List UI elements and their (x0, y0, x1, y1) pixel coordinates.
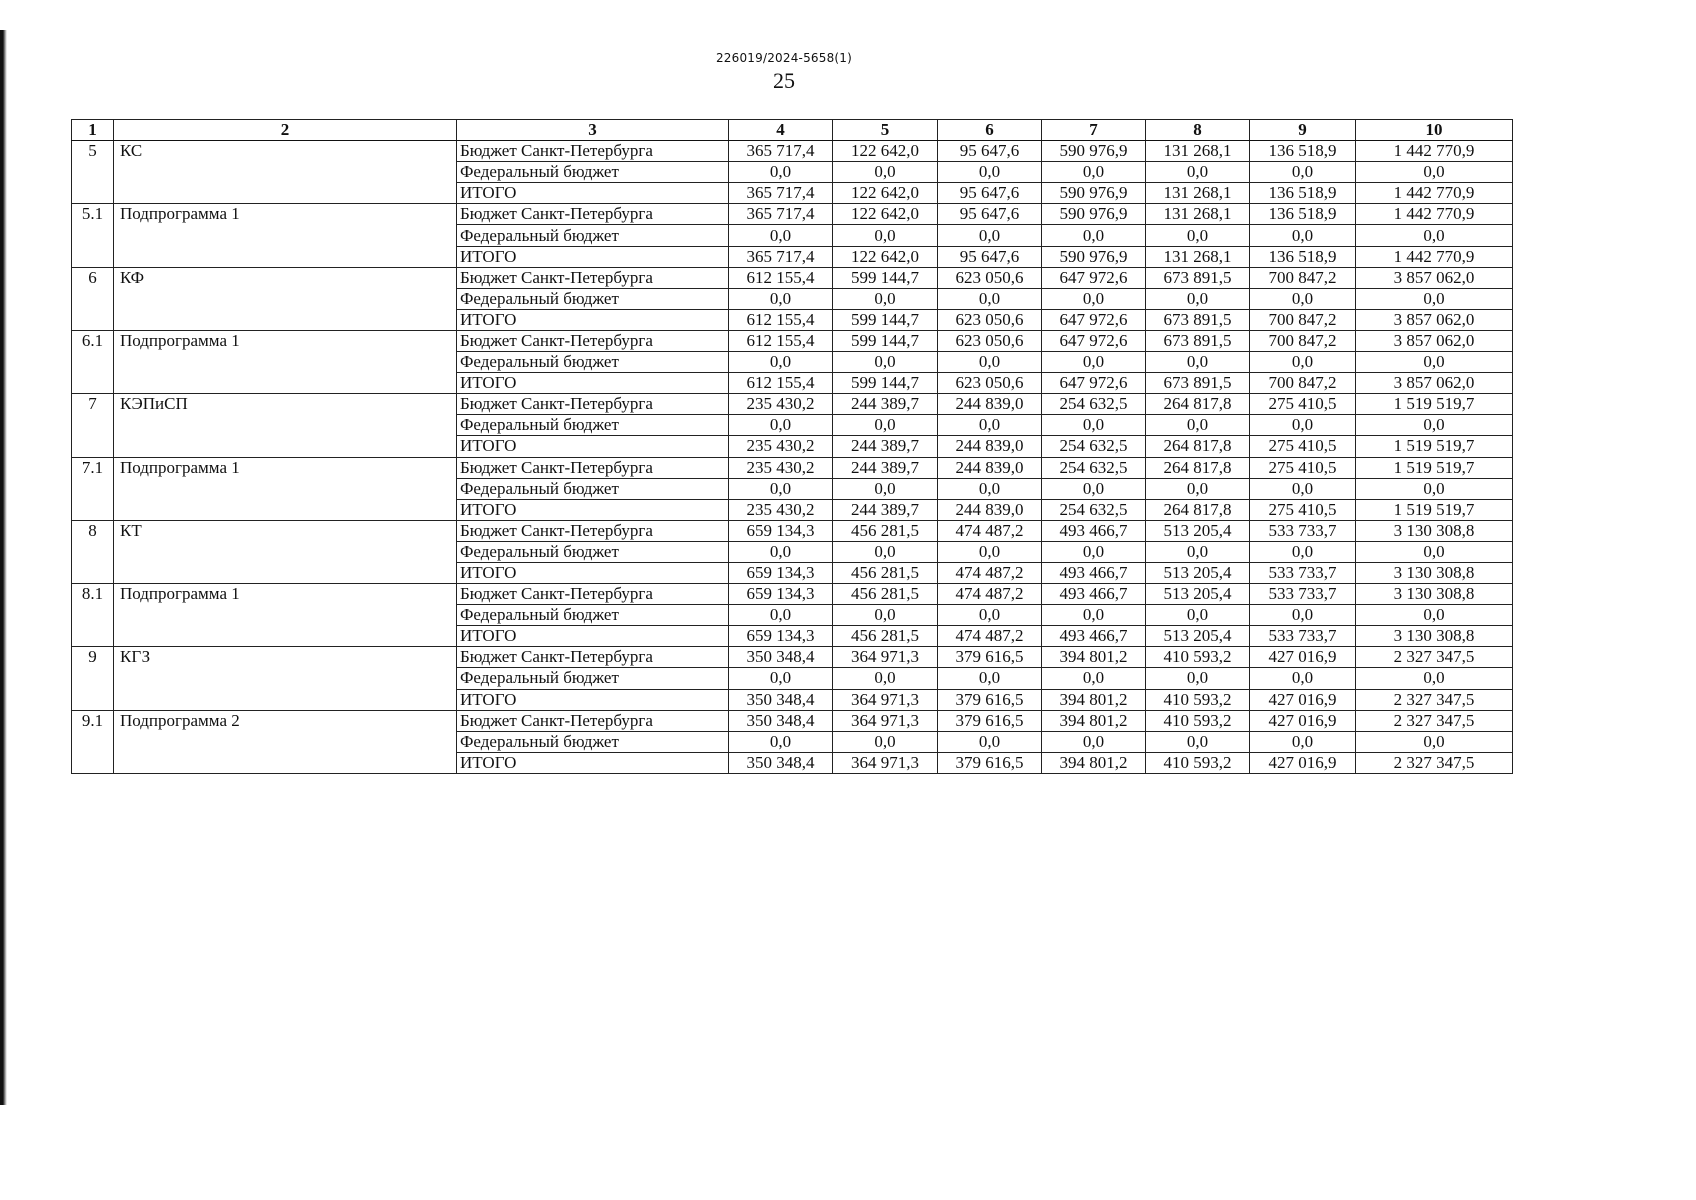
total-value-cell: 3 857 062,0 (1356, 373, 1513, 394)
funding-source: ИТОГО (457, 499, 729, 520)
value-cell: 244 389,7 (833, 457, 938, 478)
column-header: 6 (938, 120, 1042, 141)
value-cell: 131 268,1 (1146, 183, 1250, 204)
value-cell: 0,0 (729, 541, 833, 562)
total-value-cell: 0,0 (1356, 731, 1513, 752)
value-cell: 0,0 (833, 731, 938, 752)
funding-source: Федеральный бюджет (457, 352, 729, 373)
value-cell: 0,0 (1146, 668, 1250, 689)
value-cell: 673 891,5 (1146, 309, 1250, 330)
executor-name: КФ (114, 267, 457, 330)
value-cell: 0,0 (1146, 352, 1250, 373)
page-number: 25 (773, 68, 795, 93)
value-cell: 0,0 (1042, 352, 1146, 373)
value-cell: 0,0 (729, 731, 833, 752)
value-cell: 513 205,4 (1146, 520, 1250, 541)
total-value-cell: 3 130 308,8 (1356, 626, 1513, 647)
value-cell: 0,0 (938, 731, 1042, 752)
row-number: 9 (72, 647, 114, 710)
value-cell: 136 518,9 (1250, 141, 1356, 162)
value-cell: 275 410,5 (1250, 457, 1356, 478)
value-cell: 427 016,9 (1250, 647, 1356, 668)
executor-name: Подпрограмма 1 (114, 204, 457, 267)
column-header: 2 (114, 120, 457, 141)
value-cell: 365 717,4 (729, 141, 833, 162)
total-value-cell: 1 442 770,9 (1356, 246, 1513, 267)
funding-source: Федеральный бюджет (457, 478, 729, 499)
value-cell: 612 155,4 (729, 309, 833, 330)
value-cell: 0,0 (1250, 352, 1356, 373)
value-cell: 275 410,5 (1250, 394, 1356, 415)
value-cell: 0,0 (938, 415, 1042, 436)
value-cell: 647 972,6 (1042, 267, 1146, 288)
table-row (72, 647, 1513, 668)
row-number: 7 (72, 394, 114, 457)
executor-name: Подпрограмма 1 (114, 584, 457, 647)
value-cell: 0,0 (833, 352, 938, 373)
funding-source: Федеральный бюджет (457, 162, 729, 183)
executor-name: КТ (114, 520, 457, 583)
funding-source: Бюджет Санкт-Петербурга (457, 330, 729, 351)
value-cell: 427 016,9 (1250, 689, 1356, 710)
value-cell: 394 801,2 (1042, 710, 1146, 731)
value-cell: 254 632,5 (1042, 499, 1146, 520)
table-row (72, 584, 1513, 605)
value-cell: 474 487,2 (938, 584, 1042, 605)
value-cell: 700 847,2 (1250, 373, 1356, 394)
value-cell: 0,0 (729, 668, 833, 689)
value-cell: 623 050,6 (938, 309, 1042, 330)
total-value-cell: 0,0 (1356, 668, 1513, 689)
funding-source: Бюджет Санкт-Петербурга (457, 394, 729, 415)
value-cell: 0,0 (1250, 478, 1356, 499)
funding-source: ИТОГО (457, 562, 729, 583)
executor-name: Подпрограмма 1 (114, 457, 457, 520)
value-cell: 275 410,5 (1250, 436, 1356, 457)
row-number: 8.1 (72, 584, 114, 647)
total-value-cell: 1 442 770,9 (1356, 183, 1513, 204)
value-cell: 0,0 (729, 225, 833, 246)
value-cell: 700 847,2 (1250, 267, 1356, 288)
value-cell: 0,0 (833, 288, 938, 309)
value-cell: 0,0 (1146, 162, 1250, 183)
value-cell: 0,0 (1042, 288, 1146, 309)
value-cell: 0,0 (938, 668, 1042, 689)
value-cell: 364 971,3 (833, 647, 938, 668)
funding-source: ИТОГО (457, 309, 729, 330)
funding-source: Бюджет Санкт-Петербурга (457, 520, 729, 541)
table-row (72, 204, 1513, 225)
value-cell: 0,0 (729, 162, 833, 183)
value-cell: 474 487,2 (938, 520, 1042, 541)
value-cell: 612 155,4 (729, 373, 833, 394)
value-cell: 131 268,1 (1146, 246, 1250, 267)
row-number: 9.1 (72, 710, 114, 773)
funding-source: Бюджет Санкт-Петербурга (457, 204, 729, 225)
value-cell: 95 647,6 (938, 246, 1042, 267)
value-cell: 0,0 (1042, 162, 1146, 183)
total-value-cell: 3 130 308,8 (1356, 584, 1513, 605)
value-cell: 244 839,0 (938, 436, 1042, 457)
value-cell: 0,0 (1250, 668, 1356, 689)
total-value-cell: 0,0 (1356, 288, 1513, 309)
value-cell: 0,0 (938, 605, 1042, 626)
total-value-cell: 3 130 308,8 (1356, 562, 1513, 583)
value-cell: 513 205,4 (1146, 626, 1250, 647)
value-cell: 410 593,2 (1146, 689, 1250, 710)
column-header: 9 (1250, 120, 1356, 141)
budget-table (71, 119, 1513, 774)
funding-source: Бюджет Санкт-Петербурга (457, 267, 729, 288)
value-cell: 95 647,6 (938, 204, 1042, 225)
value-cell: 623 050,6 (938, 373, 1042, 394)
funding-source: ИТОГО (457, 626, 729, 647)
value-cell: 350 348,4 (729, 752, 833, 773)
value-cell: 136 518,9 (1250, 246, 1356, 267)
value-cell: 394 801,2 (1042, 752, 1146, 773)
column-header: 8 (1146, 120, 1250, 141)
value-cell: 623 050,6 (938, 330, 1042, 351)
value-cell: 647 972,6 (1042, 309, 1146, 330)
funding-source: Федеральный бюджет (457, 415, 729, 436)
total-value-cell: 3 857 062,0 (1356, 267, 1513, 288)
table-row (72, 141, 1513, 162)
value-cell: 0,0 (938, 162, 1042, 183)
funding-source: Бюджет Санкт-Петербурга (457, 647, 729, 668)
value-cell: 264 817,8 (1146, 436, 1250, 457)
value-cell: 350 348,4 (729, 710, 833, 731)
value-cell: 350 348,4 (729, 689, 833, 710)
value-cell: 364 971,3 (833, 710, 938, 731)
row-number: 7.1 (72, 457, 114, 520)
table-row (72, 520, 1513, 541)
total-value-cell: 2 327 347,5 (1356, 710, 1513, 731)
value-cell: 254 632,5 (1042, 394, 1146, 415)
value-cell: 533 733,7 (1250, 562, 1356, 583)
table-row (72, 710, 1513, 731)
funding-source: ИТОГО (457, 689, 729, 710)
value-cell: 0,0 (1250, 605, 1356, 626)
value-cell: 0,0 (1042, 478, 1146, 499)
funding-source: Федеральный бюджет (457, 731, 729, 752)
value-cell: 647 972,6 (1042, 330, 1146, 351)
table-row (72, 267, 1513, 288)
value-cell: 0,0 (833, 225, 938, 246)
total-value-cell: 1 519 519,7 (1356, 436, 1513, 457)
total-value-cell: 1 442 770,9 (1356, 204, 1513, 225)
value-cell: 264 817,8 (1146, 499, 1250, 520)
value-cell: 612 155,4 (729, 267, 833, 288)
executor-name: Подпрограмма 1 (114, 330, 457, 393)
value-cell: 673 891,5 (1146, 373, 1250, 394)
executor-name: Подпрограмма 2 (114, 710, 457, 773)
value-cell: 533 733,7 (1250, 584, 1356, 605)
total-value-cell: 0,0 (1356, 541, 1513, 562)
value-cell: 474 487,2 (938, 562, 1042, 583)
value-cell: 493 466,7 (1042, 562, 1146, 583)
value-cell: 410 593,2 (1146, 710, 1250, 731)
budget-table-body (72, 141, 1513, 774)
value-cell: 659 134,3 (729, 562, 833, 583)
value-cell: 427 016,9 (1250, 752, 1356, 773)
value-cell: 456 281,5 (833, 562, 938, 583)
funding-source: Бюджет Санкт-Петербурга (457, 141, 729, 162)
value-cell: 0,0 (938, 352, 1042, 373)
value-cell: 95 647,6 (938, 183, 1042, 204)
column-header: 1 (72, 120, 114, 141)
funding-source: Бюджет Санкт-Петербурга (457, 710, 729, 731)
row-number: 6 (72, 267, 114, 330)
value-cell: 599 144,7 (833, 330, 938, 351)
value-cell: 0,0 (1250, 288, 1356, 309)
value-cell: 493 466,7 (1042, 584, 1146, 605)
value-cell: 0,0 (833, 668, 938, 689)
funding-source: Федеральный бюджет (457, 225, 729, 246)
column-header: 7 (1042, 120, 1146, 141)
value-cell: 0,0 (833, 605, 938, 626)
value-cell: 0,0 (833, 541, 938, 562)
value-cell: 700 847,2 (1250, 330, 1356, 351)
value-cell: 131 268,1 (1146, 204, 1250, 225)
value-cell: 533 733,7 (1250, 626, 1356, 647)
value-cell: 659 134,3 (729, 626, 833, 647)
value-cell: 235 430,2 (729, 436, 833, 457)
row-number: 8 (72, 520, 114, 583)
value-cell: 590 976,9 (1042, 204, 1146, 225)
value-cell: 513 205,4 (1146, 584, 1250, 605)
value-cell: 379 616,5 (938, 710, 1042, 731)
value-cell: 410 593,2 (1146, 752, 1250, 773)
funding-source: Федеральный бюджет (457, 288, 729, 309)
scan-edge-shadow (0, 30, 7, 1105)
total-value-cell: 2 327 347,5 (1356, 647, 1513, 668)
executor-name: КЭПиСП (114, 394, 457, 457)
value-cell: 599 144,7 (833, 373, 938, 394)
value-cell: 364 971,3 (833, 689, 938, 710)
value-cell: 0,0 (833, 162, 938, 183)
value-cell: 0,0 (938, 541, 1042, 562)
value-cell: 427 016,9 (1250, 710, 1356, 731)
table-row (72, 457, 1513, 478)
value-cell: 365 717,4 (729, 204, 833, 225)
value-cell: 0,0 (1250, 731, 1356, 752)
value-cell: 235 430,2 (729, 394, 833, 415)
value-cell: 379 616,5 (938, 647, 1042, 668)
value-cell: 673 891,5 (1146, 267, 1250, 288)
value-cell: 0,0 (1042, 668, 1146, 689)
table-row (72, 330, 1513, 351)
value-cell: 254 632,5 (1042, 436, 1146, 457)
value-cell: 379 616,5 (938, 752, 1042, 773)
value-cell: 0,0 (1146, 541, 1250, 562)
funding-source: ИТОГО (457, 246, 729, 267)
value-cell: 244 389,7 (833, 394, 938, 415)
value-cell: 244 839,0 (938, 394, 1042, 415)
column-header: 3 (457, 120, 729, 141)
value-cell: 456 281,5 (833, 520, 938, 541)
value-cell: 264 817,8 (1146, 394, 1250, 415)
value-cell: 659 134,3 (729, 584, 833, 605)
total-value-cell: 0,0 (1356, 415, 1513, 436)
value-cell: 612 155,4 (729, 330, 833, 351)
value-cell: 122 642,0 (833, 141, 938, 162)
column-header: 10 (1356, 120, 1513, 141)
value-cell: 493 466,7 (1042, 626, 1146, 647)
value-cell: 599 144,7 (833, 267, 938, 288)
value-cell: 0,0 (1146, 415, 1250, 436)
value-cell: 0,0 (1042, 605, 1146, 626)
row-number: 5 (72, 141, 114, 204)
value-cell: 0,0 (1042, 225, 1146, 246)
table-row (72, 394, 1513, 415)
value-cell: 364 971,3 (833, 752, 938, 773)
funding-source: Бюджет Санкт-Петербурга (457, 457, 729, 478)
value-cell: 235 430,2 (729, 499, 833, 520)
funding-source: ИТОГО (457, 373, 729, 394)
funding-source: ИТОГО (457, 752, 729, 773)
funding-source: Федеральный бюджет (457, 668, 729, 689)
value-cell: 456 281,5 (833, 626, 938, 647)
document-id: 226019/2024-5658(1) (715, 51, 853, 65)
value-cell: 131 268,1 (1146, 141, 1250, 162)
value-cell: 122 642,0 (833, 204, 938, 225)
executor-name: КС (114, 141, 457, 204)
value-cell: 0,0 (1042, 731, 1146, 752)
value-cell: 122 642,0 (833, 246, 938, 267)
value-cell: 365 717,4 (729, 246, 833, 267)
value-cell: 379 616,5 (938, 689, 1042, 710)
value-cell: 244 389,7 (833, 499, 938, 520)
value-cell: 700 847,2 (1250, 309, 1356, 330)
total-value-cell: 0,0 (1356, 605, 1513, 626)
value-cell: 513 205,4 (1146, 562, 1250, 583)
value-cell: 0,0 (729, 352, 833, 373)
value-cell: 0,0 (938, 478, 1042, 499)
value-cell: 0,0 (729, 478, 833, 499)
total-value-cell: 0,0 (1356, 478, 1513, 499)
value-cell: 136 518,9 (1250, 204, 1356, 225)
total-value-cell: 0,0 (1356, 352, 1513, 373)
value-cell: 599 144,7 (833, 309, 938, 330)
total-value-cell: 0,0 (1356, 225, 1513, 246)
total-value-cell: 3 857 062,0 (1356, 309, 1513, 330)
funding-source: ИТОГО (457, 436, 729, 457)
funding-source: Федеральный бюджет (457, 541, 729, 562)
total-value-cell: 2 327 347,5 (1356, 689, 1513, 710)
funding-source: ИТОГО (457, 183, 729, 204)
value-cell: 394 801,2 (1042, 689, 1146, 710)
value-cell: 659 134,3 (729, 520, 833, 541)
value-cell: 533 733,7 (1250, 520, 1356, 541)
funding-source: Федеральный бюджет (457, 605, 729, 626)
value-cell: 0,0 (938, 225, 1042, 246)
value-cell: 122 642,0 (833, 183, 938, 204)
value-cell: 647 972,6 (1042, 373, 1146, 394)
value-cell: 0,0 (1042, 541, 1146, 562)
funding-source: Бюджет Санкт-Петербурга (457, 584, 729, 605)
value-cell: 350 348,4 (729, 647, 833, 668)
value-cell: 0,0 (729, 288, 833, 309)
value-cell: 590 976,9 (1042, 141, 1146, 162)
column-header-row (72, 120, 1513, 141)
value-cell: 0,0 (729, 415, 833, 436)
value-cell: 0,0 (1146, 288, 1250, 309)
total-value-cell: 3 130 308,8 (1356, 520, 1513, 541)
column-header: 4 (729, 120, 833, 141)
total-value-cell: 1 519 519,7 (1356, 394, 1513, 415)
value-cell: 264 817,8 (1146, 457, 1250, 478)
value-cell: 244 389,7 (833, 436, 938, 457)
value-cell: 0,0 (729, 605, 833, 626)
value-cell: 673 891,5 (1146, 330, 1250, 351)
value-cell: 0,0 (1146, 225, 1250, 246)
total-value-cell: 3 857 062,0 (1356, 330, 1513, 351)
value-cell: 254 632,5 (1042, 457, 1146, 478)
value-cell: 235 430,2 (729, 457, 833, 478)
value-cell: 590 976,9 (1042, 183, 1146, 204)
value-cell: 0,0 (1146, 478, 1250, 499)
column-header: 5 (833, 120, 938, 141)
value-cell: 0,0 (1146, 605, 1250, 626)
value-cell: 0,0 (1250, 225, 1356, 246)
value-cell: 365 717,4 (729, 183, 833, 204)
total-value-cell: 1 442 770,9 (1356, 141, 1513, 162)
value-cell: 410 593,2 (1146, 647, 1250, 668)
value-cell: 0,0 (1250, 541, 1356, 562)
value-cell: 136 518,9 (1250, 183, 1356, 204)
total-value-cell: 2 327 347,5 (1356, 752, 1513, 773)
value-cell: 0,0 (1250, 162, 1356, 183)
value-cell: 394 801,2 (1042, 647, 1146, 668)
value-cell: 244 839,0 (938, 457, 1042, 478)
value-cell: 0,0 (1146, 731, 1250, 752)
value-cell: 0,0 (1250, 415, 1356, 436)
executor-name: КГЗ (114, 647, 457, 710)
value-cell: 493 466,7 (1042, 520, 1146, 541)
value-cell: 474 487,2 (938, 626, 1042, 647)
value-cell: 95 647,6 (938, 141, 1042, 162)
total-value-cell: 1 519 519,7 (1356, 499, 1513, 520)
row-number: 6.1 (72, 330, 114, 393)
value-cell: 275 410,5 (1250, 499, 1356, 520)
value-cell: 0,0 (833, 415, 938, 436)
value-cell: 0,0 (833, 478, 938, 499)
value-cell: 623 050,6 (938, 267, 1042, 288)
value-cell: 456 281,5 (833, 584, 938, 605)
value-cell: 244 839,0 (938, 499, 1042, 520)
total-value-cell: 0,0 (1356, 162, 1513, 183)
value-cell: 0,0 (1042, 415, 1146, 436)
row-number: 5.1 (72, 204, 114, 267)
total-value-cell: 1 519 519,7 (1356, 457, 1513, 478)
value-cell: 0,0 (938, 288, 1042, 309)
value-cell: 590 976,9 (1042, 246, 1146, 267)
